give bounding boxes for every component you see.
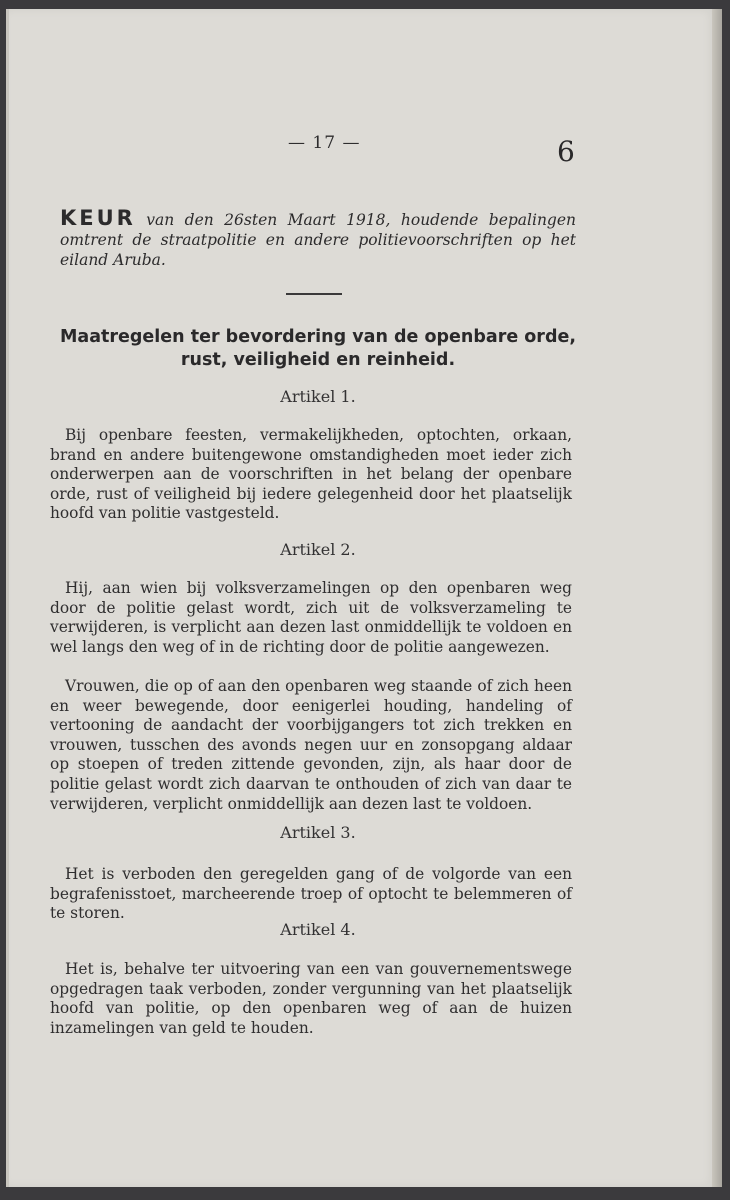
keur-text: van den 26sten Maart 1918, houdende bepalingen omtrent de straatpolitie en andere politievoorschriften op het eiland Aruba. [60, 211, 577, 269]
page-number: — 17 — [288, 133, 361, 153]
article-3-title: Artikel 3. [280, 823, 356, 842]
article-4-title: Artikel 4. [280, 920, 356, 939]
article-2-title: Artikel 2. [280, 540, 356, 559]
sheet-number: 6 [557, 135, 575, 168]
page-edge [712, 9, 722, 1187]
article-2-paragraph-1: Hij, aan wien bij volksverzamelingen op den openbaren weg door de politie gelast wordt, zich uit de volksverzameling te verwijderen, is verplicht aan dezen last onmiddellijk te voldoen en wel langs den weg of in de richting door de politie aangewezen. [50, 579, 572, 656]
article-2-paragraph-2: Vrouwen, die op of aan den openbaren weg staande of zich heen en weer bewegende, door eenigerlei houding, handeling of vertooning de aandacht der voorbijgangers tot zich trekken en vrouwen, tusschen des avonds negen uur en zonsopgang aldaar op stoepen of treden zittende gevonden, zijn, als haar door de politie gelast wordt zich daarvan te onthouden of zich van daar te verwijderen, verplicht onmiddellijk aan dezen last te voldoen. [50, 677, 572, 813]
article-1-title: Artikel 1. [280, 387, 356, 406]
separator-rule [286, 293, 342, 295]
section-heading: Maatregelen ter bevordering van de openbare orde, rust, veiligheid en reinheid. [60, 327, 576, 370]
keur-label: KEUR [60, 206, 136, 230]
article-3-paragraph: Het is verboden den geregelden gang of de volgorde van een begrafenisstoet, marcheerende troep of optocht te belemmeren of te storen. [50, 865, 572, 923]
keur-intro [60, 208, 576, 270]
article-1-paragraph: Bij openbare feesten, vermakelijkheden, optochten, orkaan, brand en andere buitengewone omstandigheden moet ieder zich onderwerpen aan de voorschriften in het belang der openbare orde, rust of veiligheid bij iedere gelegenheid door het plaatselijk hoofd van politie vastgesteld. [50, 426, 572, 523]
article-4-paragraph: Het is, behalve ter uitvoering van een van gouvernementswege opgedragen taak verboden, zonder vergunning van het plaatselijk hoofd van politie, op den openbaren weg of aan de huizen inzamelingen van geld te houden. [50, 960, 572, 1037]
